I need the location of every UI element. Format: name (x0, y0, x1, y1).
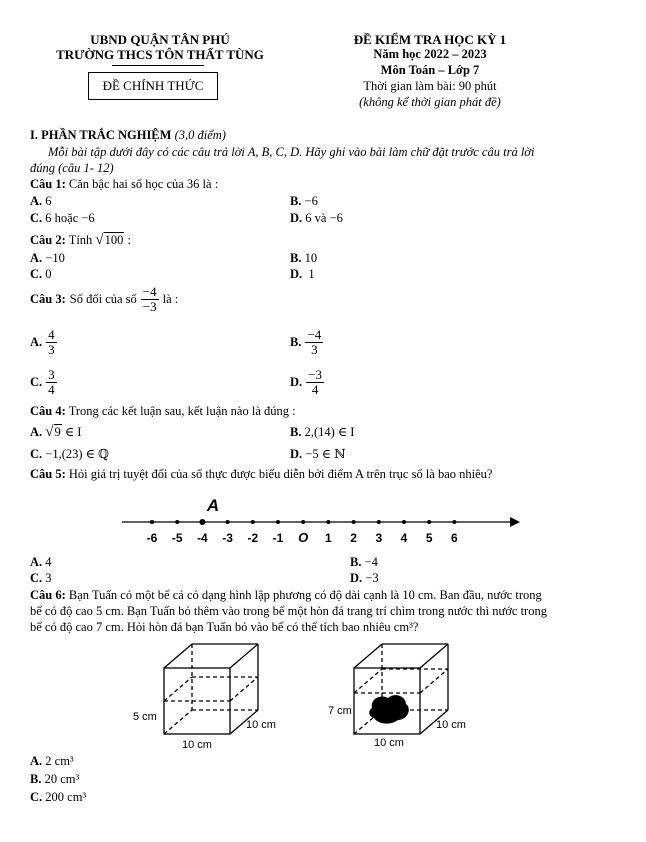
q3-option-a: A. $\frac{4}{3}$ (30, 327, 55, 357)
exam-title: ĐỀ KIỂM TRA HỌC KỲ 1 (353, 32, 507, 47)
number-line-dot (427, 520, 431, 524)
question-3: Câu 3: Số đối của số $\frac{-4}{-3}$ là : (30, 284, 179, 314)
q5-option-d: D. −3 (350, 571, 379, 585)
cube1-height-label: 5 cm (133, 711, 157, 723)
subject: Môn Toán – Lớp 7 (380, 63, 480, 77)
q2-option-a: A. −10 (30, 251, 65, 265)
number-line-tick-label: -5 (171, 531, 183, 545)
number-line-tick-label: 2 (350, 531, 357, 545)
number-line-tick-label: 6 (451, 531, 458, 545)
number-line-arrow (510, 517, 520, 527)
official-exam-label: ĐỀ CHÍNH THỨC (102, 78, 204, 93)
school-name: TRƯỜNG THCS TÔN THẤT TÙNG (56, 47, 264, 62)
number-line-tick-label: 3 (375, 531, 383, 545)
q3-fraction: $\frac{-4}{-3}$ (142, 284, 157, 314)
duration: Thời gian làm bài: 90 phút (363, 79, 497, 93)
number-line-dot (377, 520, 381, 524)
stone-icon (369, 695, 409, 724)
official-exam-box (88, 72, 218, 100)
number-line (110, 490, 530, 550)
question-6-line2: bể có độ cao 5 cm. Bạn Tuấn bỏ thêm vào trong bể một hòn đá trang trí chìm trong nước thì nước trong (30, 604, 547, 618)
q1-option-a: A. 6 (30, 194, 52, 208)
q3-option-c: C. $\frac{3}{4}$ (30, 367, 55, 397)
district-name: UBND QUẬN TÂN PHÚ (90, 32, 230, 47)
section-title: I. PHẦN TRẮC NGHIỆM (3,0 điểm) (30, 128, 226, 142)
q4-option-c: C. −1,(23) ∈ ℚ (30, 447, 109, 461)
question-6-line3: bể có độ cao 7 cm. Hỏi hòn đá bạn Tuấn bỏ vào bể có thể tích bao nhiêu cm³? (30, 620, 419, 634)
q3-option-d: D. $\frac{-3}{4}$ (290, 367, 322, 397)
number-line-dot (175, 520, 179, 524)
q6-option-c: C. 200 cm³ (30, 790, 87, 804)
question-1: Câu 1: Căn bậc hai số học của 36 là : (30, 177, 219, 191)
question-6-line1: Câu 6: Bạn Tuấn có một bể cá có dạng hình lập phương có độ dài cạnh là 10 cm. Ban đầu, nước trong (30, 588, 542, 602)
cube-figure-1 (130, 638, 310, 750)
number-line-tick-label: -2 (247, 531, 259, 545)
number-line-tick-label: -4 (197, 531, 208, 545)
q3-option-b: B. $\frac{-4}{3}$ (290, 327, 322, 357)
q2-option-b: B. 10 (290, 251, 318, 265)
number-line-tick-label: -6 (146, 531, 158, 545)
q4-option-b: B. 2,(14) ∈ I (290, 425, 355, 439)
question-2: Câu 2: Tính √100 : (30, 232, 132, 248)
instruction-line1: Mỗi bài tập dưới đây có các câu trả lời A, B, C, D. Hãy ghi vào bài làm chữ đặt trước câu trả lời (48, 145, 535, 159)
number-line-dot (199, 519, 205, 525)
number-line-tick-label: 4 (400, 531, 408, 545)
q6-option-a: A. 2 cm³ (30, 754, 74, 768)
q2-option-d: D. 1 (290, 267, 315, 281)
q6-option-b: B. 20 cm³ (30, 772, 80, 786)
number-line-tick-label: -3 (222, 531, 233, 545)
header-underline (112, 65, 204, 66)
question-4: Câu 4: Trong các kết luận sau, kết luận nào là đúng : (30, 404, 296, 418)
q1-option-d: D. 6 và −6 (290, 211, 343, 225)
cube1-water-level (164, 677, 258, 701)
number-line-dot (352, 520, 356, 524)
cube1-depth-label: 10 cm (246, 719, 276, 731)
number-line-dot (326, 520, 330, 524)
number-line-dot (301, 520, 305, 524)
question-5: Câu 5: Hỏi giá trị tuyệt đối của số thực được biểu diễn bởi điểm A trên trục số là bao nhiêu? (30, 467, 493, 481)
number-line-tick-label: O (298, 530, 309, 545)
number-line-dot (452, 520, 456, 524)
number-line-dot (251, 520, 255, 524)
number-line-tick-label: -1 (272, 531, 284, 545)
cube2-height-label: 7 cm (328, 705, 352, 717)
q1-option-c: C. 6 hoặc −6 (30, 211, 95, 225)
cube2-depth-label: 10 cm (436, 719, 466, 731)
duration-note: (không kể thời gian phát đề) (359, 95, 501, 109)
sqrt-100: √100 (95, 232, 124, 248)
q4-option-d: D. −5 ∈ ℕ (290, 447, 346, 461)
instruction-line2: đúng (câu 1- 12) (30, 161, 114, 175)
number-line-dot (402, 520, 406, 524)
number-line-dot (150, 520, 154, 524)
q5-option-b: B. −4 (350, 555, 378, 569)
number-line-marks (147, 519, 458, 545)
school-year: Năm học 2022 – 2023 (373, 47, 487, 61)
number-line-tick-label: 5 (425, 531, 433, 545)
number-line-tick-label: 1 (325, 531, 332, 545)
cube1-width-label: 10 cm (182, 739, 212, 750)
q1-option-b: B. −6 (290, 194, 318, 208)
cube2-width-label: 10 cm (374, 737, 404, 749)
q2-option-c: C. 0 (30, 267, 52, 281)
point-a-label: A (206, 496, 220, 515)
cube2-water-level (354, 669, 448, 693)
q5-option-c: C. 3 (30, 571, 52, 585)
cube-figure-2 (320, 638, 500, 750)
q4-option-a: A. √9 ∈ I (30, 424, 82, 440)
number-line-dot (276, 520, 280, 524)
q5-option-a: A. 4 (30, 555, 52, 569)
number-line-dot (226, 520, 230, 524)
